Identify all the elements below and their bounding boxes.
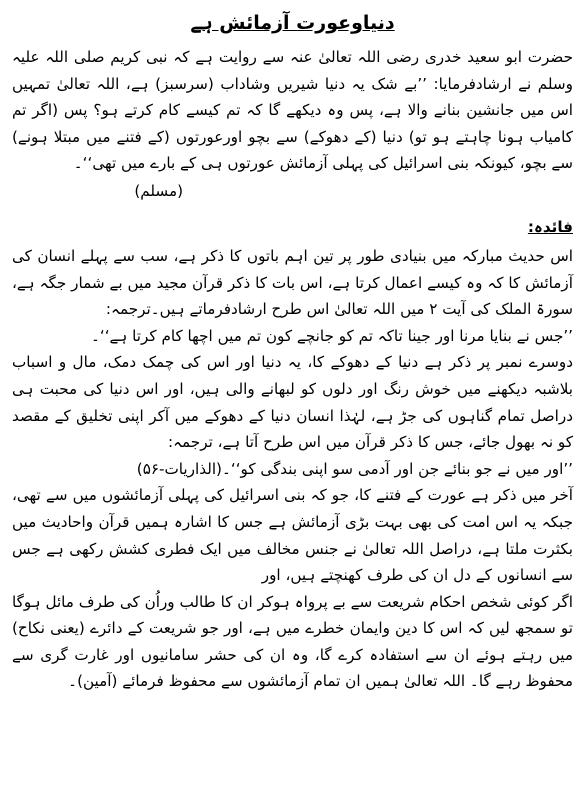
quran-quote-dhariyat: ’’اور میں نے جو بنائے جن اور آدمی سو اپنی بندگی کو‘‘۔(الذاریات-۵۶) — [136, 459, 573, 478]
paragraph-intro: اس حدیث مبارکہ میں بنیادی طور پر تین اہم باتوں کا ذکر ہے، سب سے پہلے انسان کی آزمائش کا کہ وہ کیسے اعمال کرتا ہے، اس بات کا ذکر قرآن مجید میں بے شمار جگہ ہے، سورۃ الملک کی آیت ۲ میں اللہ تعالیٰ اس طرح ارشادفرماتے ہیں۔ترجمہ: — [12, 246, 573, 319]
hadith-text: حضرت ابو سعید خدری رضی اللہ تعالیٰ عنہ سے روایت ہے کہ نبی کریم صلی اللہ علیہ وسلم نے ارشادفرمایا: ’’بے شک یہ دنیا شیریں وشاداب (سرسبز) ہے، اللہ تعالیٰ تمہیں اس میں جانشین بنانے والا ہے، پس وہ دیکھے گا کہ تم کیسے کام کرتے ہو؟ پس (اگر تم کامیاب ہونا چاہتے ہو تو) دنیا (کے دھوکے) سے بچو اورعورتوں (کے فتنے میں مبتلا ہونے) سے بچو، کیونکہ بنی اسرائیل کی پہلی آزمائش عورتوں ہی کے بارے میں تھی‘‘۔ — [12, 48, 573, 173]
benefit-heading: فائدہ: — [527, 217, 573, 236]
paragraph-conclusion: اگر کوئی شخص احکام شریعت سے بے پرواہ ہوکر ان کا طالب وراُن کی طرف مائل ہوگا تو سمجھ لیں کہ اس کا دین وایمان خطرے میں ہے، اور جو شریعت کے دائرے (یعنی نکاح) میں رہتے ہوئے ان سے استفادہ کرے گا، وہ ان کی حشر سامانیوں اور غارت گری سے محفوظ رہے گا۔ اللہ تعالیٰ ہمیں ان تمام آزمائشوں سے محفوظ فرمائے (آمین)۔ — [12, 592, 573, 691]
hadith-reference: (مسلم) — [134, 181, 183, 200]
page-title: دنیاوعورت آزمائش ہے — [190, 12, 395, 34]
paragraph-world-deception: دوسرے نمبر پر ذکر ہے دنیا کے دھوکے کا، یہ دنیا اور اس کی چمک دمک، مال و اسباب بلاشبہ دیکھنے میں خوش رنگ اور دلوں کو لبھانے والی ہیں، اور اس دنیا کی محبت ہی دراصل تمام گناہوں کی جڑ ہے، لہٰذا انسان دنیا کے دھوکے میں آکر اپنی تخلیق کے مقصد کو نہ بھول جائے، جس کا ذکر قرآن میں اس طرح آتا ہے، ترجمہ: — [12, 353, 573, 452]
document-page — [12, 8, 573, 695]
paragraph-women-trial: آخر میں ذکر ہے عورت کے فتنے کا، جو کہ بنی اسرائیل کی پہلی آزمائشوں میں سے تھی، جبکہ یہ اس امت کی بھی بہت بڑی آزمائش ہے جس کا اشارہ ہمیں قرآن واحادیث میں بکثرت ملتا ہے، دراصل اللہ تعالیٰ نے جنس مخالف میں ایک فطری کشش رکھی ہے جس سے انسانوں کے دل ان کی طرف کھنچتے ہیں، اور — [12, 486, 573, 585]
quran-quote-mulk: ’’جس نے بنایا مرنا اور جینا تاکہ تم کو جانچے کون تم میں اچھا کام کرتا ہے‘‘۔ — [90, 326, 573, 345]
